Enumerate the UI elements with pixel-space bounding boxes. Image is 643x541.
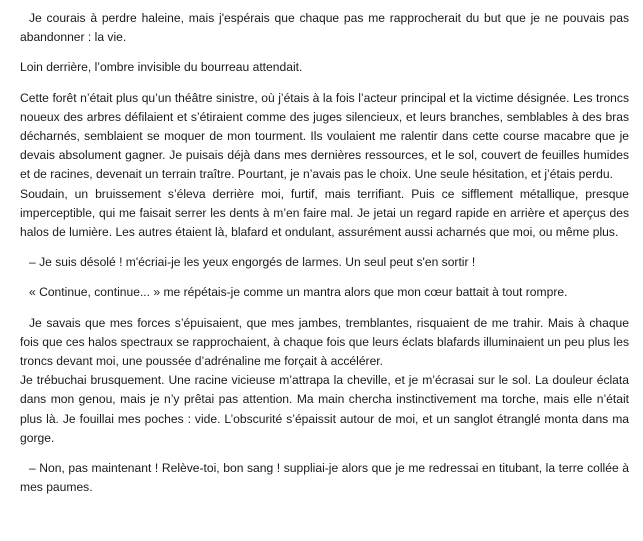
- dialogue-line-2: – Non, pas maintenant ! Relève-toi, bon sang ! suppliai-je alors que je me redressai en titubant, la terre collée à mes paumes.: [20, 461, 629, 495]
- paragraph-group-forest: [20, 89, 629, 243]
- paragraph-group-fall: [20, 314, 629, 448]
- paragraph-2: Loin derrière, l’ombre invisible du bourreau attendait.: [20, 60, 303, 75]
- paragraph-1: Je courais à perdre haleine, mais j'espérais que chaque pas me rapprocherait du but que je ne pouvais pas abandonner : la vie.: [20, 11, 629, 45]
- paragraph-8: Je trébuchai brusquement. Une racine vicieuse m’attrapa la cheville, et je m’écrasai sur le sol. La douleur éclata dans mon genou, mais je n’y prêtai pas attention. Ma main chercha instinctivement ma torche, mais elle n’était plus là. Je fouillai mes poches : vide. L’obscurité s’épaissit autour de moi, et un sanglot étranglé monta dans ma gorge.: [20, 373, 629, 445]
- paragraph-7: Je savais que mes forces s’épuisaient, que mes jambes, tremblantes, risquaient de me trahir. Mais à chaque fois que ces halos spectraux se rapprochaient, à chaque fois que leurs éclats blafards illuminaient un peu plus les troncs devant moi, une poussée d’adrénaline me forçait à accélérer.: [20, 315, 629, 369]
- mantra-line: « Continue, continue... » me répétais-je comme un mantra alors que mon cœur battait à tout rompre.: [29, 285, 568, 300]
- paragraph-4: Soudain, un bruissement s’éleva derrière moi, furtif, mais terrifiant. Puis ce sifflement métallique, presque imperceptible, qui me faisait serrer les dents à m’en faire mal. Je jetai un regard rapide en arrière et aperçus des halos de lumière. Les autres étaient là, blafard et ondulant, assurément aussi acharnés que moi, ou même plus.: [20, 186, 629, 240]
- paragraph-3: Cette forêt n’était plus qu’un théâtre sinistre, où j’étais à la fois l’acteur principal et la victime désignée. Les troncs noueux des arbres défilaient et s’étiraient comme des juges silencieux, et leurs branches, semblables à des bras décharnés, semblaient se moquer de mon tourment. Ils voulaient me ralentir dans cette course macabre que je devais absolument gagner. Je puisais déjà dans mes dernières ressources, et le sol, couvert de feuilles humides et de racines, devenait un terrain traître. Pourtant, je n’avais pas le choix. Une seule hésitation, et j’étais perdu.: [20, 90, 629, 182]
- dialogue-line-1: – Je suis désolé ! m'écriai-je les yeux engorgés de larmes. Un seul peut s'en sortir !: [29, 255, 476, 270]
